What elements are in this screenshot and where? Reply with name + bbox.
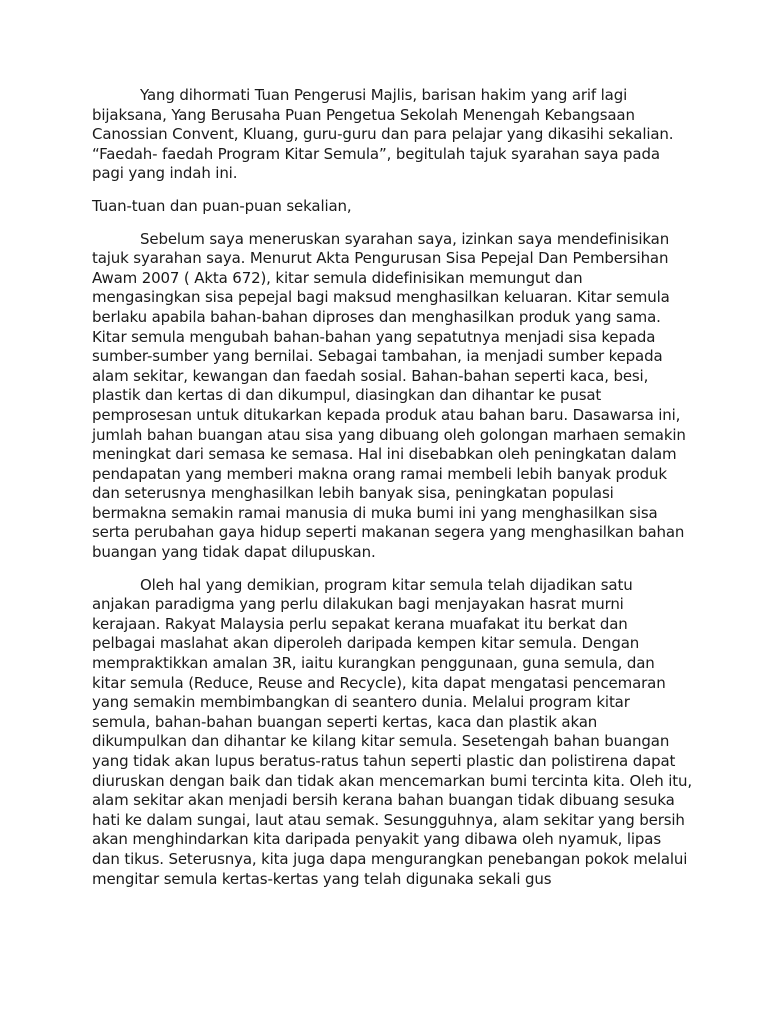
paragraph-definition: Sebelum saya meneruskan syarahan saya, izinkan saya mendefinisikan tajuk syarahan saya. Menurut Akta Pengurusan Sisa Pepejal Dan Pembersihan Awam 2007 ( Akta 672), kitar semula didefinisikan memungut dan mengasingkan sisa pepejal bagi maksud menghasilkan keluaran. Kitar semula berlaku apabila bahan-bahan diproses dan menghasilkan produk yang sama. Kitar semula mengubah bahan-bahan yang sepatutnya menjadi sisa kepada sumber-sumber yang bernilai. Sebagai tambahan, ia menjadi sumber kepada alam sekitar, kewangan dan faedah sosial. Bahan-bahan seperti kaca, besi, plastik dan kertas di dan dikumpul, diasingkan dan dihantar ke pusat pemprosesan untuk ditukarkan kepada produk atau bahan baru. Dasawarsa ini, jumlah bahan buangan atau sisa yang dibuang oleh golongan marhaen semakin meningkat dari semasa ke semasa. Hal ini disebabkan oleh peningkatan dalam pendapatan yang memberi makna orang ramai membeli lebih banyak produk dan seterusnya menghasilkan lebih banyak sisa, peningkatan populasi bermakna semakin ramai manusia di muka bumi ini yang menghasilkan sisa serta perubahan gaya hidup seperti makanan segera yang menghasilkan bahan buangan yang tidak dapat dilupuskan. xyxy=(92,229,686,562)
paragraph-greeting: Yang dihormati Tuan Pengerusi Majlis, barisan hakim yang arif lagi bijaksana, Yang Berusaha Puan Pengetua Sekolah Menengah Kebangsaan Canossian Convent, Kluang, guru-guru dan para pelajar yang dikasihi sekalian. “Faedah- faedah Program Kitar Semula”, begitulah tajuk syarahan saya pada pagi yang indah ini. xyxy=(92,86,674,183)
paragraph-benefits: Oleh hal yang demikian, program kitar semula telah dijadikan satu anjakan paradigma yang perlu dilakukan bagi menjayakan hasrat murni kerajaan. Rakyat Malaysia perlu sepakat kerana muafakat itu berkat dan pelbagai maslahat akan diperoleh daripada kempen kitar semula. Dengan mempraktikkan amalan 3R, iaitu kurangkan penggunaan, guna semula, dan kitar semula (Reduce, Reuse and Recycle), kita dapat mengatasi pencemaran yang semakin membimbangkan di seantero dunia. Melalui program kitar semula, bahan-bahan buangan seperti kertas, kaca dan plastik akan dikumpulkan dan dihantar ke kilang kitar semula. Sesetengah bahan buangan yang tidak akan lupus beratus-ratus tahun seperti plastic dan polistirena dapat diuruskan dengan baik dan tidak akan mencemarkan bumi tercinta kita. Oleh itu, alam sekitar akan menjadi bersih kerana bahan buangan tidak dibuang sesuka hati ke dalam sungai, laut atau semak. Sesungguhnya, alam sekitar yang bersih akan menghindarkan kita daripada penyakit yang dibawa oleh nyamuk, lipas dan tikus. Seterusnya, kita juga dapa mengurangkan penebangan pokok melalui mengitar semula kertas-kertas yang telah digunaka sekali gus xyxy=(92,575,692,888)
document-page xyxy=(92,86,692,902)
paragraph-salutation: Tuan-tuan dan puan-puan sekalian, xyxy=(92,196,352,215)
